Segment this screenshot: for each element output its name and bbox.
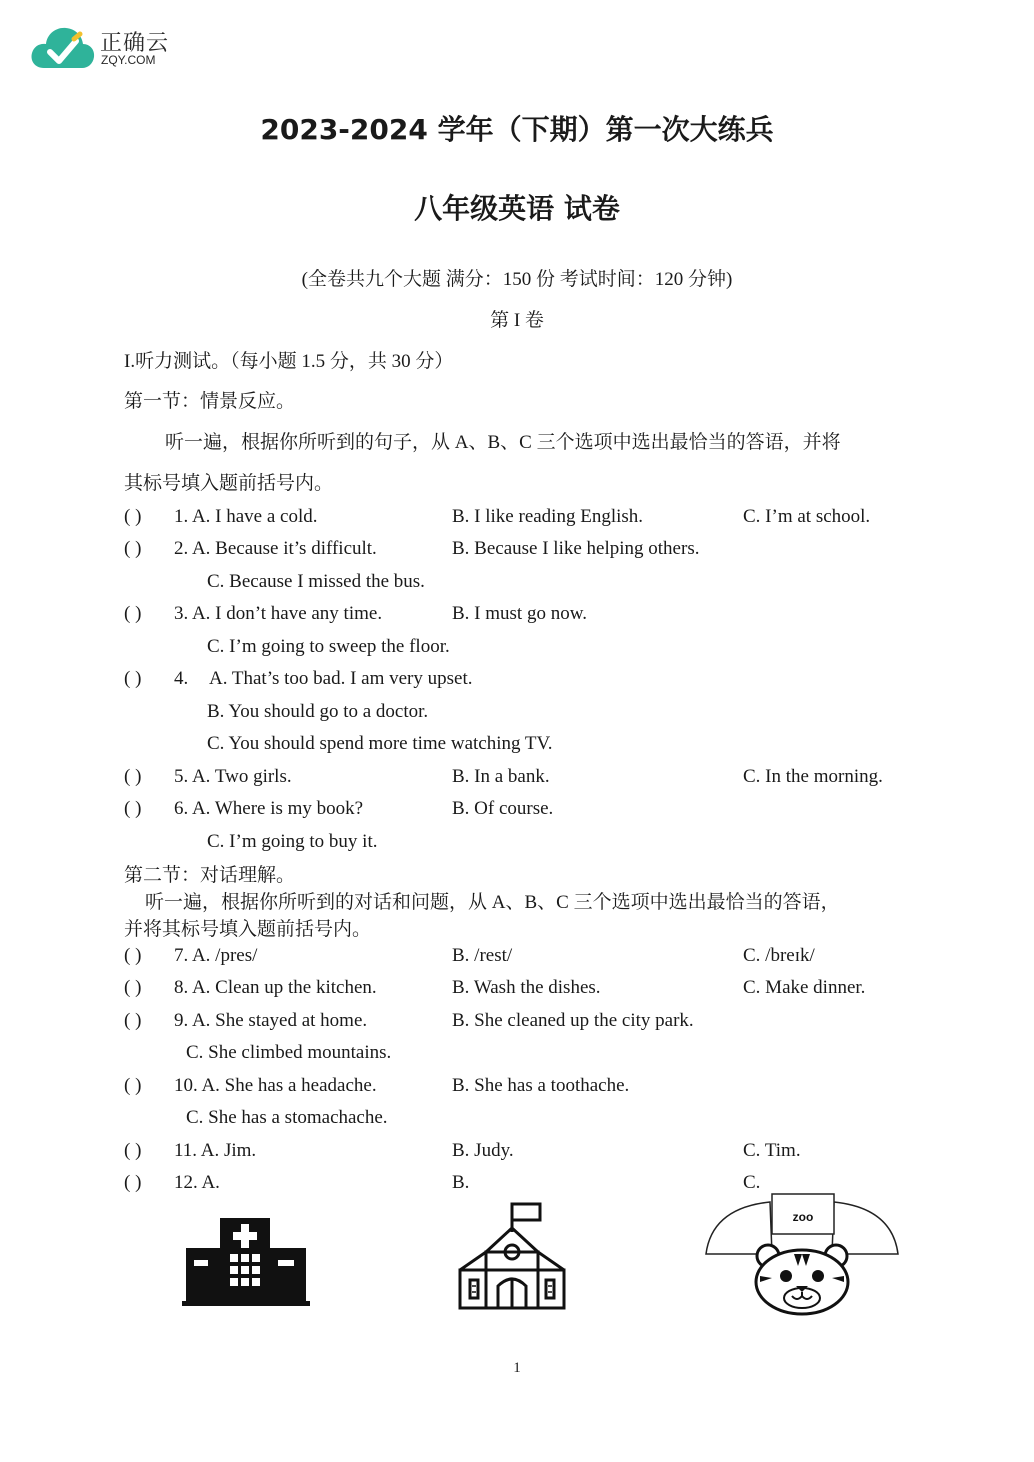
q6-option-c: C. I’m going to buy it.: [207, 831, 378, 852]
q4-option-b: B. You should go to a doctor.: [207, 701, 429, 722]
q4-number: 4.: [174, 668, 189, 689]
part1-heading: I.听力测试。（每小题 1.5 分，共 30 分）: [124, 351, 454, 372]
q8-option-b: B. Wash the dishes.: [452, 977, 601, 998]
q1-option-c: C. I’m at school.: [743, 506, 871, 527]
logo: [30, 22, 190, 74]
q8-option-a: 8. A. Clean up the kitchen.: [174, 977, 377, 998]
q6-option-b: B. Of course.: [452, 798, 554, 819]
q2-option-b: B. Because I like helping others.: [452, 538, 700, 559]
section1-title: 第一节：情景反应。: [124, 391, 296, 412]
exam-info: (全卷共九个大题 满分：150 份 考试时间：120 分钟): [301, 269, 733, 290]
q3-option-a: 3. A. I don’t have any time.: [174, 603, 383, 624]
q7-option-b: B. /rest/: [452, 945, 513, 966]
hospital-icon: [182, 1216, 310, 1306]
section2-instruction-line1: 听一遍，根据你所听到的对话和问题，从 A、B、C 三个选项中选出最恰当的答语，: [145, 892, 840, 913]
q9-option-b: B. She cleaned up the city park.: [452, 1010, 694, 1031]
q9-option-c: C. She climbed mountains.: [186, 1042, 392, 1063]
answer-bracket: ( ): [124, 1010, 142, 1031]
q12-option-a: 12. A.: [174, 1172, 220, 1193]
q1-option-a: 1. A. I have a cold.: [174, 506, 318, 527]
q5-option-a: 5. A. Two girls.: [174, 766, 292, 787]
q1-option-b: B. I like reading English.: [452, 506, 644, 527]
q3-option-b: B. I must go now.: [452, 603, 587, 624]
q11-option-b: B. Judy.: [452, 1140, 514, 1161]
section2-instruction-line2: 并将其标号填入题前括号内。: [124, 919, 372, 940]
q6-option-a: 6. A. Where is my book?: [174, 798, 364, 819]
answer-bracket: ( ): [124, 668, 142, 689]
cloud-check-icon: [30, 22, 96, 74]
q10-option-b: B. She has a toothache.: [452, 1075, 630, 1096]
answer-bracket: ( ): [124, 538, 142, 559]
q12-option-b: B.: [452, 1172, 470, 1193]
zoo-tiger-icon: [704, 1192, 900, 1318]
answer-bracket: ( ): [124, 1140, 142, 1161]
answer-bracket: ( ): [124, 798, 142, 819]
section1-instruction-line2: 其标号填入题前括号内。: [124, 473, 334, 494]
q4-option-c: C. You should spend more time watching TV.: [207, 733, 553, 754]
q11-option-c: C. Tim.: [743, 1140, 801, 1161]
q10-option-c: C. She has a stomachache.: [186, 1107, 388, 1128]
q7-option-a: 7. A. /pres/: [174, 945, 258, 966]
answer-bracket: ( ): [124, 945, 142, 966]
q2-option-a: 2. A. Because it’s difficult.: [174, 538, 377, 559]
school-icon: [456, 1200, 568, 1310]
page-subtitle: 八年级英语 试卷: [414, 192, 620, 225]
section1-instruction-line1: 听一遍，根据你所听到的句子，从 A、B、C 三个选项中选出最恰当的答语，并将: [165, 432, 841, 453]
answer-bracket: ( ): [124, 1075, 142, 1096]
answer-bracket: ( ): [124, 506, 142, 527]
q8-option-c: C. Make dinner.: [743, 977, 866, 998]
answer-bracket: ( ): [124, 977, 142, 998]
q7-option-c: C. /breɪk/: [743, 945, 815, 966]
page-number: 1: [513, 1360, 521, 1376]
answer-bracket: ( ): [124, 603, 142, 624]
q11-option-a: 11. A. Jim.: [174, 1140, 257, 1161]
q3-option-c: C. I’m going to sweep the floor.: [207, 636, 450, 657]
q4-option-a: A. That’s too bad. I am very upset.: [209, 668, 473, 689]
q5-option-c: C. In the morning.: [743, 766, 883, 787]
q9-option-a: 9. A. She stayed at home.: [174, 1010, 368, 1031]
q12-option-c: C.: [743, 1172, 761, 1193]
q2-option-c: C. Because I missed the bus.: [207, 571, 425, 592]
answer-bracket: ( ): [124, 766, 142, 787]
section2-title: 第二节：对话理解。: [124, 865, 296, 886]
q5-option-b: B. In a bank.: [452, 766, 550, 787]
logo-text-en: ZQY.COM: [101, 53, 156, 67]
zoo-sign-text: zoo: [792, 1210, 814, 1224]
logo-text-cn: 正确云: [100, 31, 170, 56]
volume-label: 第 I 卷: [490, 310, 544, 331]
page-title: 2023-2024 学年（下期）第一次大练兵: [260, 113, 774, 146]
q10-option-a: 10. A. She has a headache.: [174, 1075, 377, 1096]
answer-bracket: ( ): [124, 1172, 142, 1193]
